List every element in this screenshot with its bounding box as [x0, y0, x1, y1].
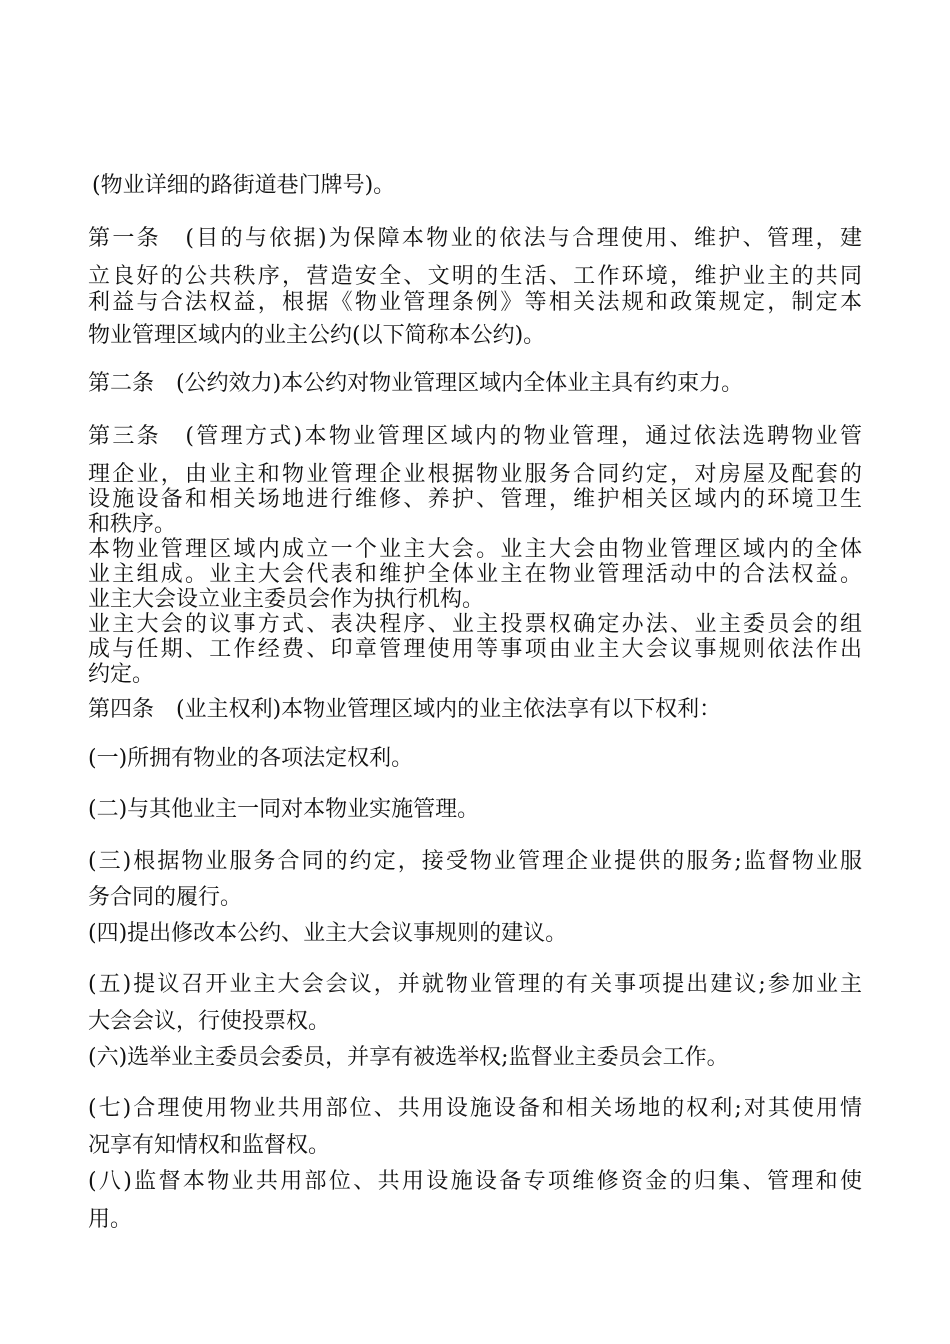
article-3-line: 约定。 — [88, 662, 155, 687]
article-3-line: 和秩序。 — [88, 512, 177, 537]
right-item-line: 用。 — [88, 1207, 133, 1232]
article-3-line: 第三条 (管理方式)本物业管理区域内的物业管理，通过依法选聘物业管 — [88, 424, 862, 449]
article-4-line: 第四条 (业主权利)本物业管理区域内的业主依法享有以下权利： — [88, 697, 722, 722]
article-3-line: 业主组成。业主大会代表和维护全体业主在物业管理活动中的合法权益。 — [88, 562, 862, 587]
article-1-line: 物业管理区域内的业主公约(以下简称本公约)。 — [88, 323, 546, 348]
article-3-line: 设施设备和相关场地进行维修、养护、管理，维护相关区域内的环境卫生 — [88, 487, 862, 512]
right-item-line: 务合同的履行。 — [88, 885, 243, 910]
right-item-line: (八)监督本物业共用部位、共用设施设备专项维修资金的归集、管理和使 — [88, 1169, 862, 1194]
right-item-line: (六)选举业主委员会委员，并享有被选举权;监督业主委员会工作。 — [88, 1045, 729, 1070]
article-2-line: 第二条 (公约效力)本公约对物业管理区域内全体业主具有约束力。 — [88, 371, 744, 396]
right-item-line: (三)根据物业服务合同的约定，接受物业管理企业提供的服务;监督物业服 — [88, 849, 862, 874]
right-item-line: (一)所拥有物业的各项法定权利。 — [88, 746, 414, 771]
right-item-line: (五)提议召开业主大会会议，并就物业管理的有关事项提出建议;参加业主 — [88, 972, 862, 997]
right-item-line: (四)提出修改本公约、业主大会议事规则的建议。 — [88, 921, 568, 946]
article-1-line: 第一条 (目的与依据)为保障本物业的依法与合理使用、维护、管理，建 — [88, 226, 862, 251]
article-1-line: 立良好的公共秩序，营造安全、文明的生活、工作环境，维护业主的共同 — [88, 264, 862, 289]
article-3-line: 业主大会设立业主委员会作为执行机构。 — [88, 587, 485, 612]
right-item-line: (七)合理使用物业共用部位、共用设施设备和相关场地的权利;对其使用情 — [88, 1096, 862, 1121]
article-3-line: 本物业管理区域内成立一个业主大会。业主大会由物业管理区域内的全体 — [88, 537, 862, 562]
intro-line: (物业详细的路街道巷门牌号)。 — [92, 173, 396, 198]
right-item-line: (二)与其他业主一同对本物业实施管理。 — [88, 797, 480, 822]
right-item-line: 大会会议，行使投票权。 — [88, 1009, 331, 1034]
article-3-line: 成与任期、工作经费、印章管理使用等事项由业主大会议事规则依法作出 — [88, 637, 862, 662]
article-3-line: 业主大会的议事方式、表决程序、业主投票权确定办法、业主委员会的组 — [88, 612, 862, 637]
article-1-line: 利益与合法权益，根据《物业管理条例》等相关法规和政策规定，制定本 — [88, 290, 862, 315]
right-item-line: 况享有知情权和监督权。 — [88, 1133, 331, 1158]
article-3-line: 理企业，由业主和物业管理企业根据物业服务合同约定，对房屋及配套的 — [88, 462, 862, 487]
